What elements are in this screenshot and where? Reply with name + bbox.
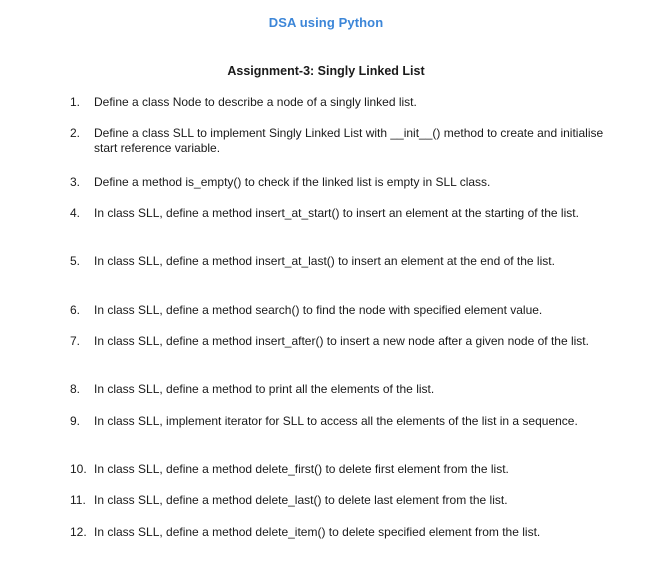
item-text: In class SLL, define a method insert_at_last() to insert an element at the end of the list. <box>94 254 555 268</box>
list-item <box>70 95 610 110</box>
list-item <box>70 382 610 397</box>
item-number: 10. <box>70 462 87 476</box>
list-item <box>70 206 610 221</box>
item-text: In class SLL, define a method insert_after() to insert a new node after a given node of the list. <box>94 334 589 348</box>
item-number: 11. <box>70 493 86 507</box>
item-number: 3. <box>70 175 81 189</box>
item-text: In class SLL, define a method insert_at_start() to insert an element at the starting of the list. <box>94 206 579 220</box>
item-number: 2. <box>70 126 81 140</box>
item-number: 6. <box>70 303 81 317</box>
item-text: Define a method is_empty() to check if the linked list is empty in SLL class. <box>94 175 491 189</box>
list-item <box>70 126 610 156</box>
list-item <box>70 254 610 269</box>
item-number: 1. <box>70 95 81 109</box>
list-item <box>70 462 610 477</box>
item-text: In class SLL, implement iterator for SLL to access all the elements of the list in a sequence. <box>94 414 578 428</box>
item-number: 12. <box>70 525 87 539</box>
list-item <box>70 525 610 540</box>
item-text: In class SLL, define a method delete_last() to delete last element from the list. <box>94 493 508 507</box>
item-text: Define a class Node to describe a node of a singly linked list. <box>94 95 417 109</box>
item-text: In class SLL, define a method to print all the elements of the list. <box>94 382 435 396</box>
document-title: DSA using Python <box>268 15 384 30</box>
item-text: In class SLL, define a method search() to find the node with specified element value. <box>94 303 543 317</box>
list-item <box>70 175 610 190</box>
item-number: 4. <box>70 206 81 220</box>
list-item <box>70 414 610 429</box>
item-text: In class SLL, define a method delete_first() to delete first element from the list. <box>94 462 509 476</box>
item-number: 8. <box>70 382 81 396</box>
list-item <box>70 334 610 349</box>
item-text: Define a class SLL to implement Singly Linked List with __init__() method to create and initialise start reference variable. <box>94 126 604 155</box>
assignment-heading: Assignment-3: Singly Linked List <box>227 64 425 78</box>
item-number: 7. <box>70 334 81 348</box>
item-number: 5. <box>70 254 81 268</box>
item-number: 9. <box>70 414 81 428</box>
item-text: In class SLL, define a method delete_item() to delete specified element from the list. <box>94 525 541 539</box>
list-item <box>70 303 610 318</box>
list-item <box>70 493 610 508</box>
